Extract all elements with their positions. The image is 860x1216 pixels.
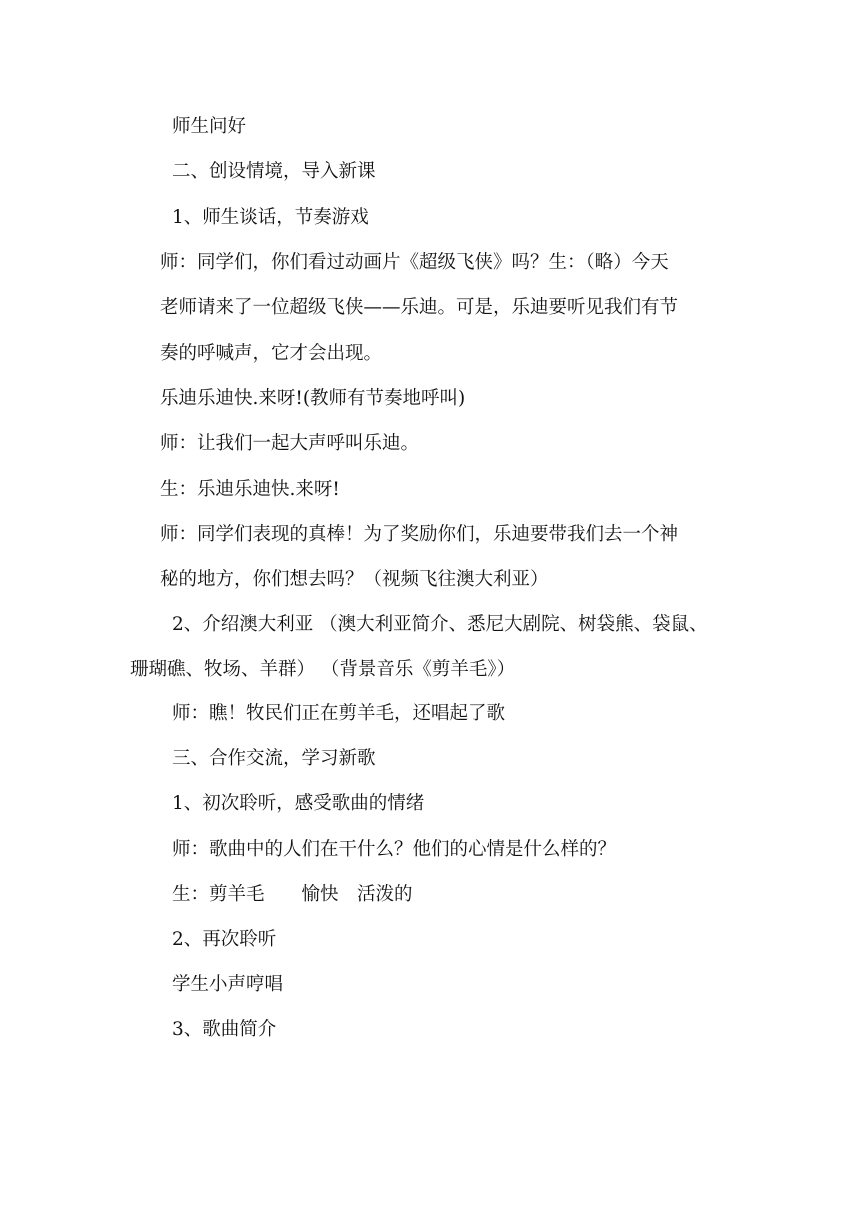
paragraph-line: 师：瞧！牧民们正在剪羊毛，还唱起了歌 xyxy=(172,703,506,724)
paragraph-line: 师：同学们表现的真棒！为了奖励你们，乐迪要带我们去一个神 xyxy=(160,524,679,545)
paragraph-line: 师：歌曲中的人们在干什么？他们的心情是什么样的？ xyxy=(172,839,617,860)
step-heading: 3、歌曲简介 xyxy=(172,1019,277,1040)
paragraph-line: 师：让我们一起大声呼叫乐迪。 xyxy=(160,433,420,454)
paragraph-line: 珊瑚礁、牧场、羊群） （背景音乐《剪羊毛》） xyxy=(130,659,516,680)
paragraph-line: 乐迪乐迪快.来呀!(教师有节奏地呼叫) xyxy=(160,388,466,409)
section-heading-two: 二、创设情境，导入新课 xyxy=(172,161,376,182)
paragraph-line: 奏的呼喊声，它才会出现。 xyxy=(160,343,383,364)
step-heading: 1、师生谈话，节奏游戏 xyxy=(172,207,369,228)
paragraph-line: 学生小声哼唱 xyxy=(172,974,284,995)
paragraph-line: 生：剪羊毛 愉快 活泼的 xyxy=(172,884,413,905)
step-heading: 1、初次聆听，感受歌曲的情绪 xyxy=(172,793,425,814)
paragraph-line: 师：同学们，你们看过动画片《超级飞侠》吗？生：（略）今天 xyxy=(160,252,669,273)
step-heading: 2、再次聆听 xyxy=(172,929,277,950)
paragraph-line: 生：乐迪乐迪快.来呀! xyxy=(160,479,340,500)
section-heading-three: 三、合作交流，学习新歌 xyxy=(172,748,376,769)
paragraph-line: 秘的地方，你们想去吗？（视频飞往澳大利亚） xyxy=(160,569,549,590)
greeting-line: 师生问好 xyxy=(172,116,247,137)
step-heading: 2、介绍澳大利亚 （澳大利亚简介、悉尼大剧院、树袋熊、袋鼠、 xyxy=(172,614,708,635)
paragraph-line: 老师请来了一位超级飞侠——乐迪。可是，乐迪要听见我们有节 xyxy=(160,297,679,318)
